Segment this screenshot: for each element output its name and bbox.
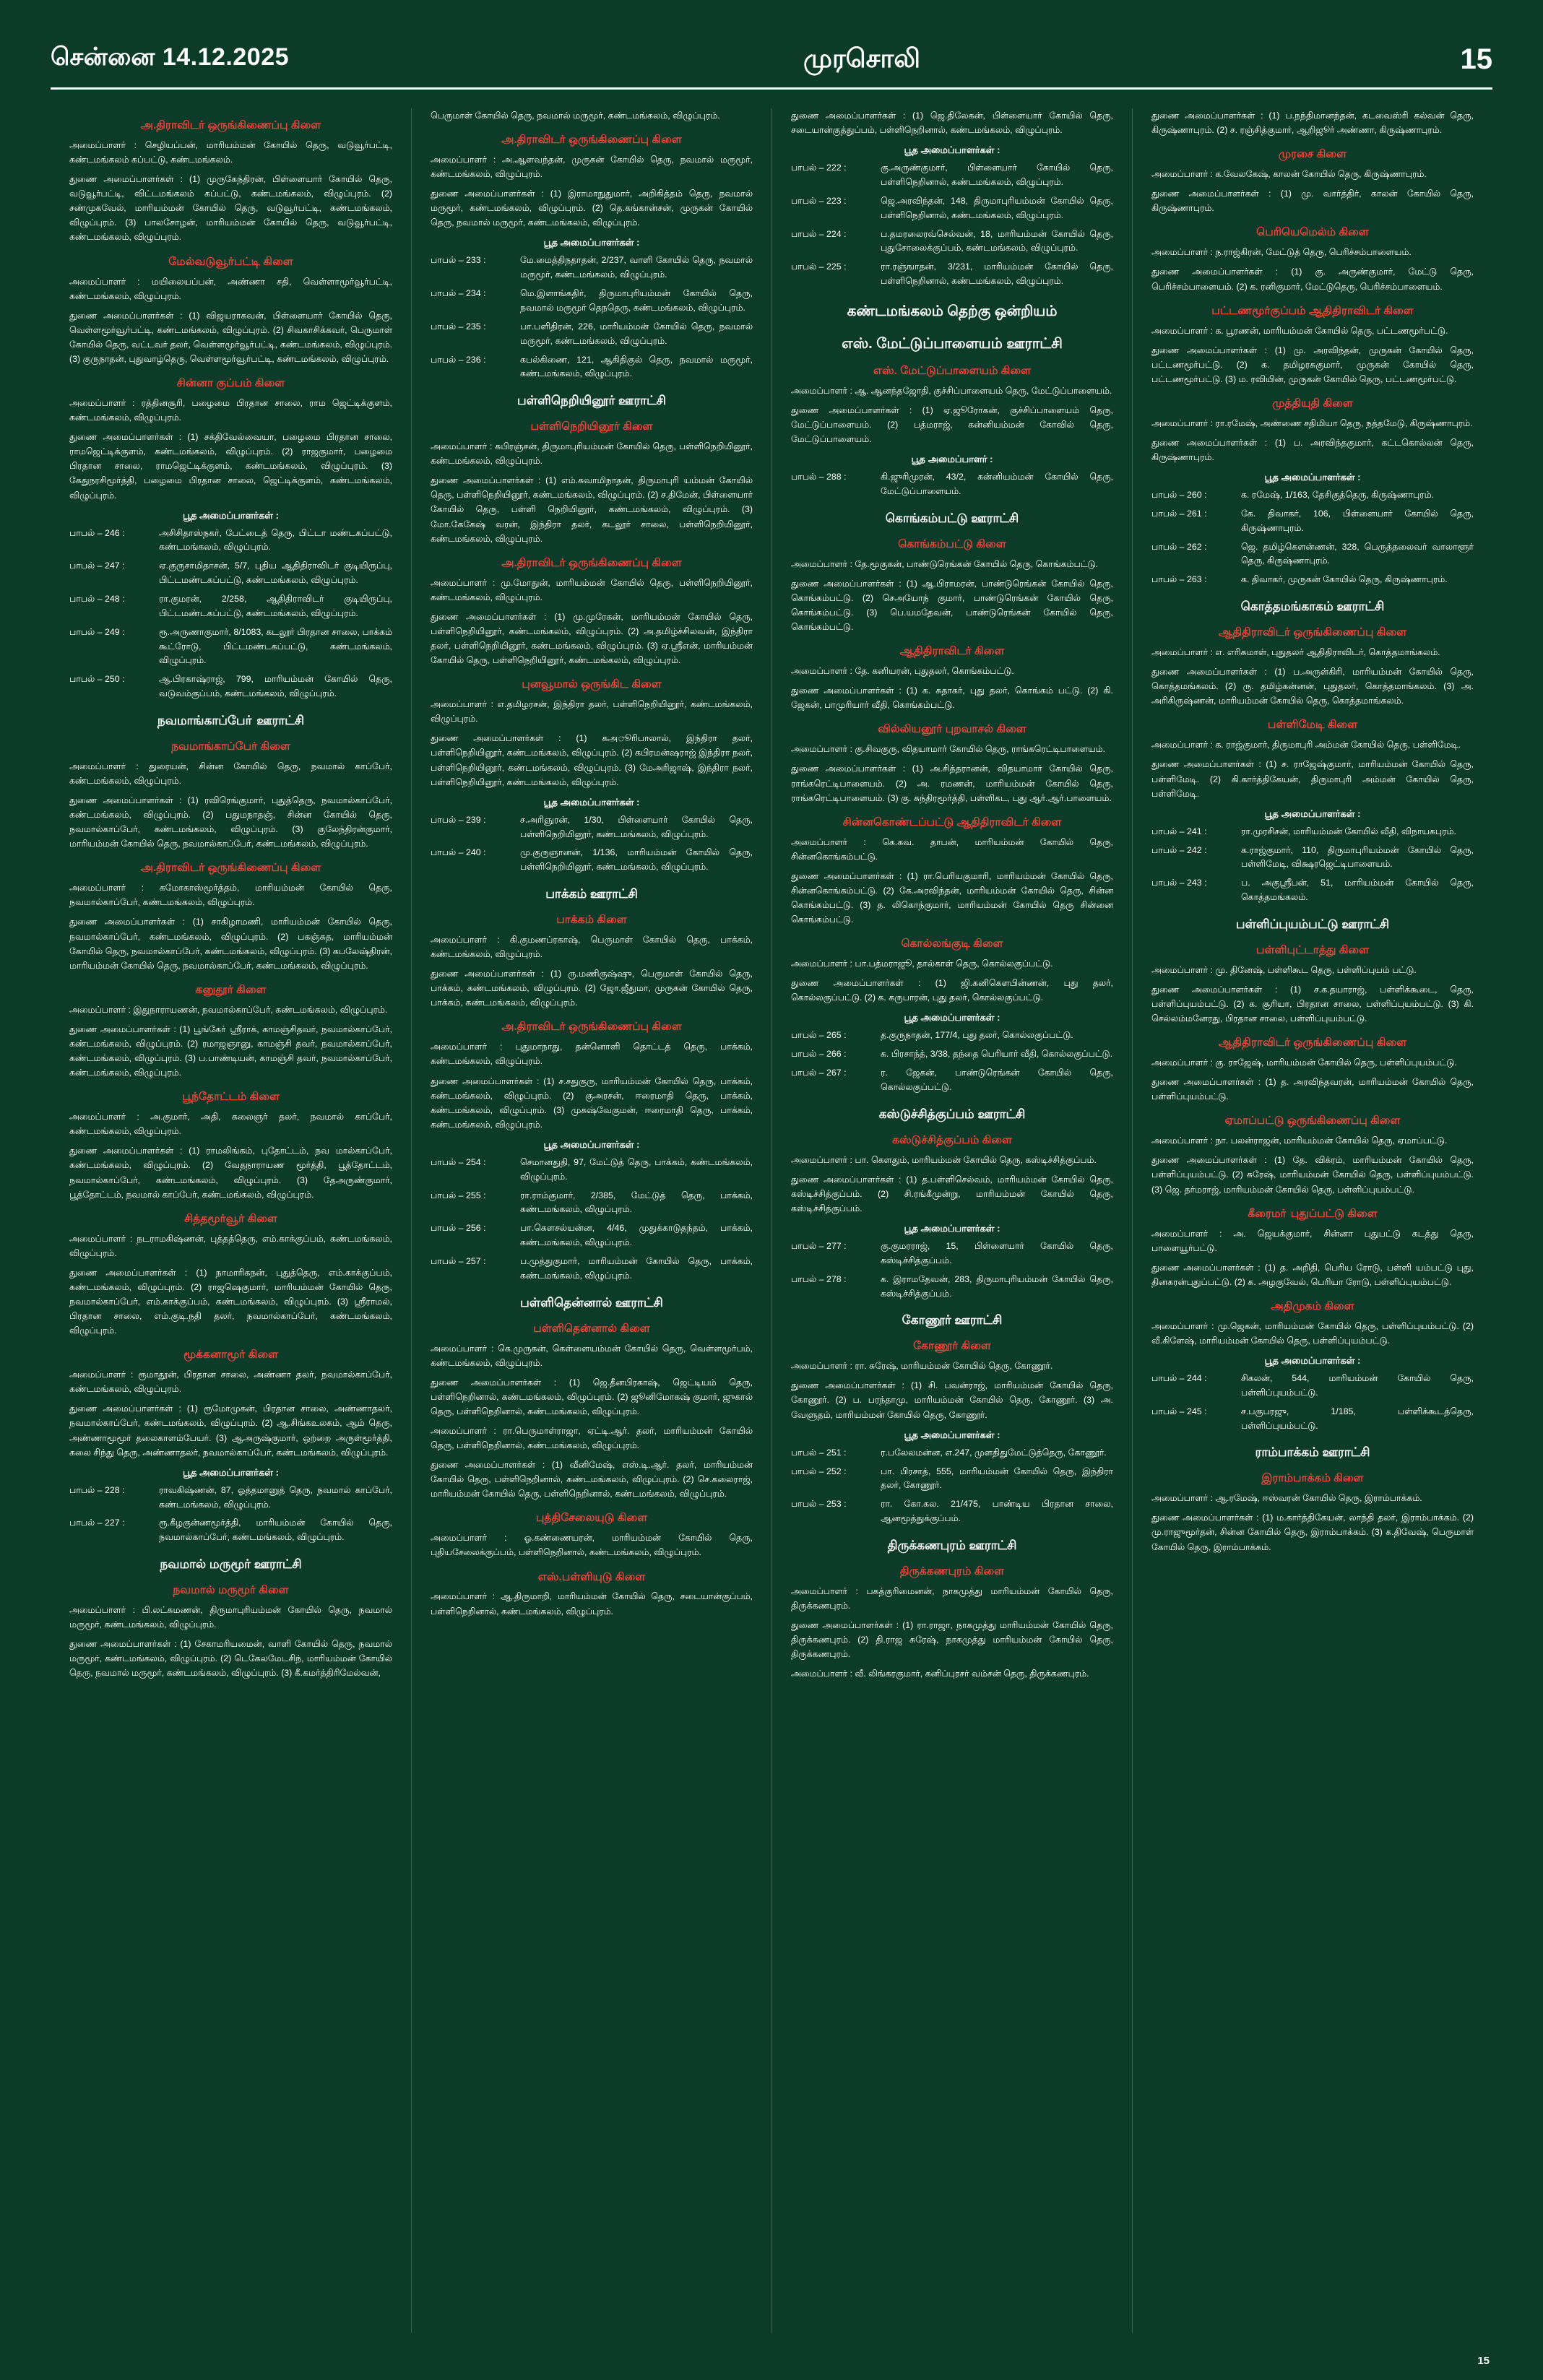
booth-address: பா. பிரசாத், 555, மாரியம்மன் கோயில் தெரு, இந்திரா தலர், கோணூர். [881,1466,1113,1491]
branch-heading: பட்டணமூர்குப்பம் ஆதிதிராவிடர் கிளை [1211,304,1414,317]
booth-list [791,470,1113,499]
organizer-paragraph: துணை அமைப்பாளர்கள் : (1) தே. விக்ரம், மாரியம்மன் கோயில் தெரு, பள்ளிப்புயம்பட்டு. (2) சுரேஷ், மாரியம்மன் கோயில் தெரு, பள்ளிப்புயம்பட்டு. (3) ஜெ. தர்மராஜ், மாரியம்மன் கோயில் தெரு, பள்ளிப்புயம்பட்டு. [1151,1155,1474,1195]
booth-address: ஏ.குருசாமிதாசன், 5/7, புதிய ஆதிதிராவிடர் குடியிருப்பு, பிட்டமண்டகப்பட்டு, கண்டமங்கலம், விழுப்புரம். [159,561,392,586]
organizer-paragraph: துணை அமைப்பாளர்கள் : (1) இராமாநுதுமார், அறிகித்தம் தெரு, நவமால் மருமூர், கண்டமங்கலம், விழுப்புரம். (2) தெ.கங்கான்சன், முருகன் கோயில் தெரு, நவமால் மருமூர், கண்டமங்கலம், விழுப்புரம். [431,189,753,228]
booth-number: பாபல் – 288 : [791,472,847,483]
organizer-paragraph: துணை அமைப்பாளர்கள் : (1) ச.சதுகுரு, மாரியம்மன் கோயில் தெரு, பாக்கம், கண்டமங்கலம், விழுப்புரம். (2) குஅரசன், ஈரைமாதி தெரு, பாக்கம், கண்டமங்கலம், விழுப்புரம். (3) முசுஷ்வேகுமன், ஈரைமாதி தெரு, பாக்கம், கண்டமங்கலம், விழுப்புரம். [431,1076,753,1130]
organizer-paragraph: துணை அமைப்பாளர்கள் : (1) ப.நந்திமானந்தன், கடவைஸ்ரி கல்வன் தெரு, கிருஷ்ணாபுரம். (2) ச. ரஞ்சித்குமார், ஆறிஜூர் அண்ணா, கிருஷ்ணாபுரம். [1151,111,1474,136]
organizer-paragraph: துணை அமைப்பாளர்கள் : (1) த. அறிதி, பெரிய ரோடு, பள்ளி யம்பட்டு புது, தினகரன்புதுப்பட்டு. (2) க. அழகுவேல், பெரியா ரோடு, பள்ளிப்புயம்பட்டு. [1151,1262,1474,1287]
organizer-paragraph: துணை அமைப்பாளர்கள் : (1) ரா.ராஜா, நாகமுத்து மாரியம்மன் கோயில் தெரு, திருக்கணபுரம். (2) தி.ராஜ சுரேஷ், நாகமுத்து மாரியம்மன் கோயில் தெரு, திருக்கணபுரம். [791,1619,1113,1660]
booth-row [69,1516,392,1545]
panchayat-heading: கோணூர் ஊராட்சி [902,1313,1003,1328]
organizer-paragraph: அமைப்பாளர் : பா.பத்மராஜூ, தால்காள் தெரு, கொல்லகுப்பட்டு. [791,959,1053,969]
organizer-paragraph: அமைப்பாளர் : ந.ராஜ்கிரன், மேட்டுத் தெரு, பெரிச்சம்பாளையம். [1151,247,1412,258]
booth-number: பாபல் – 252 : [791,1466,847,1476]
branch-heading: அ.திராவிடர் ஒருங்கிணைப்பு கிளை [501,556,682,569]
branch-heading: அ.திராவிடர் ஒருங்கிணைப்பு கிளை [140,119,321,131]
booth-number: பாபல் – 239 : [431,814,486,825]
booth-number: பாபல் – 224 : [791,228,847,239]
booth-row [791,1047,1113,1062]
branch-heading: முத்தியுதி கிளை [1272,397,1353,410]
branch-heading: ஏமாப்பட்டு ஒருங்கிணைப்பு கிளை [1224,1115,1401,1128]
booth-address: க. பிரசாந்த், 3/38, தந்தை பெரியார் வீதி, கொல்லகுப்பட்டு. [881,1049,1113,1060]
booth-organizers-label: பூத அமைப்பாளர்கள் : [1264,472,1361,483]
booth-row [1151,488,1474,503]
booth-address: ச.அரிஞுரன், 1/30, பிள்ளையார் கோயில் தெரு, பள்ளிநெறியினூர், கண்டமங்கலம், விழுப்புரம். [520,814,753,839]
organizer-paragraph: அமைப்பாளர் : ஆ.திருமாறி, மாரியம்மன் கோயில் தெரு, சடையான்குப்பம், பள்ளிநெறினால், கண்டமங்கலம், விழுப்புரம். [431,1591,753,1617]
branch-heading: அதிமுகம் கிளை [1271,1299,1354,1312]
booth-number: பாபல் – 243 : [1151,878,1207,888]
organizer-paragraph: துணை அமைப்பாளர்கள் : (1) சக்திவேல்வையா, பழைமை பிரதான சாலை, ராமஜெட்டிக்குளம், கண்டமங்கலம், விழுப்புரம். (2) ராஜகுமார், பழைமை பிரதான சாலை, ராமஜெட்டிக்குளம், கண்டமங்கலம், விழுப்புரம். (3) கேதுநரசிமூர்த்தி, பழைமை பிரதான சாலை, ஜெட்டிக்குளம், கண்டமங்கலம், விழுப்புரம். [69,432,392,501]
booth-row [431,254,753,282]
union-heading: கண்டமங்கலம் தெற்கு ஒன்றியம் [847,303,1058,319]
booth-address: ரூ.கீழகுன்ணமூர்த்தி, மாரியம்மன் கோயில் தெரு, நவமால்காப்பேர், கண்டமங்கலம், விழுப்புரம். [159,1518,392,1543]
booth-list [1151,1372,1474,1433]
footer-page-number: 15 [1477,2355,1490,2367]
panchayat-heading: பள்ளிப்புயம்பட்டு ஊராட்சி [1235,917,1390,931]
branch-heading: கோணூர் கிளை [913,1340,991,1353]
booth-row [791,1273,1113,1302]
organizer-paragraph: துணை அமைப்பாளர்கள் : (1) மு.முரேகன், மாரியம்மன் கோயில் தெரு, பள்ளிநெறியினூர், கண்டமங்கலம், விழுப்புரம். (2) அ.தமிழ்ச்சிலவன், இந்திரா தலர், பள்ளிநெறியினூர், கண்டமங்கலம், விழுப்புரம். (3) ஏ.ஸ்ரீஎன், மாரியம்மன் கோயில் தெரு, பள்ளிநெறியினூர், கண்டமங்கலம், விழுப்புரம். [431,611,753,666]
booth-number: பாபல் – 223 : [791,195,847,206]
booth-row [791,1465,1113,1494]
booth-number: பாபல் – 250 : [69,674,125,685]
text-column-4 [1132,108,1492,2333]
branch-heading: நவமால் மருமூர் கிளை [173,1584,289,1597]
organizer-paragraph: அமைப்பாளர் : கமோகாஸ்மூர்த்தம், மாரியம்மன் கோயில் தெரு, நவமால்காப்பேர், கண்டமங்கலம், விழுப்புரம். [69,883,392,908]
text-column-3 [772,108,1132,2333]
booth-number: பாபல் – 248 : [69,594,125,605]
booth-list [69,527,392,701]
branch-heading: மூக்கனாமூர் கிளை [183,1349,279,1362]
booth-number: பாபல் – 254 : [431,1156,486,1167]
booth-address: க.ராஜ்குமார், 110, திருமாபுரியம்மன் கோயில் தெரு, பள்ளிமேடி, விக்ஷரஜெட்டிபாளையம். [1241,844,1474,870]
booth-organizers-label: பூத அமைப்பாளர்கள் : [904,1429,1000,1440]
booth-number: பாபல் – 240 : [431,847,486,858]
organizer-paragraph: துணை அமைப்பாளர்கள் : (1) ஜெ.திலேகன், பிள்ளையார் கோயில் தெரு, சடையான்குத்துப்பம், பள்ளிநெறினால், கண்டமங்கலம், விழுப்புரம். [791,111,1113,136]
booth-number: பாபல் – 244 : [1151,1373,1207,1384]
booth-address: ஆ.பிரகாஷ்ராஜ், 799, மாரியம்மன் கோயில் தெரு, வடுவம்குப்பம், கண்டமங்கலம், விழுப்புரம். [159,674,392,699]
booth-row [791,1029,1113,1043]
branch-heading: எஸ். மேட்டுப்பாளையம் கிளை [873,364,1032,377]
panchayat-heading: பாக்கம் ஊராட்சி [545,887,638,901]
organizer-paragraph: துணை அமைப்பாளர்கள் : (1) மு. அரவிந்தன், முருகன் கோயில் தெரு, பட்டணமூர்பட்டு. (2) க. தமிழரசுகுமார், முருகன் கோயில் தெரு, பட்டணமூர்பட்டு. (3) ம. ரவியின், முருகன் கோயில் தெரு, பட்டணமூர்பட்டு. [1151,345,1474,384]
organizer-paragraph: அமைப்பாளர் : ஓ.கண்ணையரன், மாரியம்மன் கோயில் தெரு, புதியசேலைக்குப்பம், பள்ளிநெறினால், கண்டமங்கலம், விழுப்புரம். [431,1533,753,1558]
booth-organizers-label: பூத அமைப்பாளர் : [911,454,993,465]
branch-heading: சின்னகொண்டப்பட்டு ஆதிதிராவிடர் கிளை [842,815,1062,828]
booth-row [791,470,1113,499]
booth-number: பாபல் – 241 : [1151,826,1207,836]
branch-heading: அ.திராவிடர் ஒருங்கிணைப்பு கிளை [501,1021,682,1034]
booth-row [1151,844,1474,873]
booth-address: அசிசிதாஸ்நகர், பேட்டைத் தெரு, பிட்டா மண்டகப்பட்டு, கண்டமங்கலம், விழுப்புரம். [159,527,392,553]
organizer-paragraph: துணை அமைப்பாளர்கள் : (1) ச.க.தயாராஜ், பள்ளிக்கூடை, தெரு, பள்ளிப்புயம்பட்டு. (2) க. சூரியா, பிரதான சாலை, பள்ளிப்புயம்பட்டு. (3) கி. செல்லம்மனேரது, பிரதான சாலை, பள்ளிப்புயம்பட்டு. [1151,984,1474,1024]
panchayat-heading: நவமாங்காப்போ் ஊராட்சி [157,713,305,727]
booth-address: மே.மைத்திநதாதன், 2/237, வாளி கோயில் தெரு, நவமால் மருமூர், கண்டமங்கலம், விழுப்புரம். [520,255,753,280]
organizer-paragraph: அமைப்பாளர் : சுபிரஞ்சன், திருமாபுரியம்மன் கோயில் தெரு, பள்ளிநெறியினூர், கண்டமங்கலம், விழுப்புரம். [431,441,753,467]
panchayat-heading: நவமால் மருமூர் ஊராட்சி [160,1557,302,1572]
booth-number: பாபல் – 222 : [791,163,847,173]
organizer-paragraph: அமைப்பாளர் : ரா. சுரேஷ், மாரியம்மன் கோயில் தெரு, கோணூர். [791,1361,1053,1372]
booth-row [791,260,1113,289]
booth-address: கு.அருண்குமார், பிள்ளையார் கோயில் தெரு, பள்ளிநெறினால், கண்டமங்கலம், விழுப்புரம். [881,163,1113,188]
branch-heading: கீரைமா் புதுப்பட்டு கிளை [1248,1207,1378,1220]
booth-row [1151,507,1474,536]
organizer-paragraph: அமைப்பாளர் : செழியப்பன், மாரியம்மன் கோயில் தெரு, வடுவூர்பட்டி, கண்டமங்கலம் கப்பட்டு, கண்டமங்கலம். [69,139,392,165]
branch-heading: அ.திராவிடர் ஒருங்கிணைப்பு கிளை [140,862,321,875]
organizer-paragraph: துணை அமைப்பாளர்கள் : (1) கஅூரிபாலால், இந்திரா தலர், பள்ளிநெறியினூர், கண்டமங்கலம், விழுப்புரம். (2) கபிரமன்ஷராஜ் இந்திரா நலர், பள்ளிநெறியினூர், கண்டமங்கலம், விழுப்புரம். (3) மேஅரிஜாஷ், இந்திரா நலர், பள்ளிநெறியினூர், கண்டமங்கலம், விழுப்புரம். [431,733,753,787]
branch-heading: நவமாங்காப்பேர் கிளை [171,740,290,753]
booth-organizers-label: பூத அமைப்பாளர்கள் : [904,1012,1000,1024]
organizer-paragraph: அமைப்பாளர் : பகத்குரிமைனன், நாகமுத்து மாரியம்மன் கோயில் தெரு, திருக்கணபுரம். [791,1585,1113,1611]
booth-row [791,1497,1113,1526]
booth-address: ரூ.அருணாகுமார், 8/1083, கடலூர் பிரதான சாலை, பாக்கம் கூட்ரோடு, பிட்டமண்டகப்பட்டு, கண்டமங்கலம், விழுப்புரம். [159,626,392,666]
booth-list [791,1239,1113,1301]
organizer-paragraph: துணை அமைப்பாளர்கள் : (1) ரவிரெங்குமார், புதுத்தெரு, நவமால்காப்பேர், கண்டமங்கலம், விழுப்புரம். (2) பதுமநாதஞ், சின்ன கோயில் தெரு, நவமால்காப்பேர், கண்டமங்கலம், விழுப்புரம். (3) குலேந்திரன்குமார், மாரியம்மன் கோயில் தெரு, நவமால்காப்பேர், கண்டமங்கலம், விழுப்புரம். [69,795,392,849]
booth-address: ஜெ. தமிழ்கௌன்ணன், 328, பெருத்தலைவர் வாலாளூர் தெரு, கிருஷ்ணாபுரம். [1241,541,1474,566]
booth-row [431,1189,753,1218]
booth-number: பாபல் – 261 : [1151,508,1207,519]
booth-address: பா.கௌசல்யன்ன, 4/46, முதுக்காடுதந்தம், பாக்கம், கண்டமங்கலம், விழுப்புரம். [520,1223,753,1248]
branch-heading: ஆதிதிராவிடர் கிளை [899,645,1005,658]
organizer-paragraph: அமைப்பாளர் : பா. கௌதும், மாரியம்மன் கோயில் தெரு, கஸ்டிச்சித்குப்பம். [791,1154,1097,1165]
booth-row [791,194,1113,223]
organizer-paragraph: அமைப்பாளர் : ரா.ரமேஷ், அண்ணை சதிமியா தெரு, நத்தமேடு, கிருஷ்ணாபுரம். [1151,417,1473,428]
organizer-paragraph: துணை அமைப்பாளர்கள் : (1) த.பள்ளிசெல்வம், மாரியம்மன் கோயில் தெரு, கஸ்டிச்சித்குப்பம். (2) சி.ரங்கீமுன்று, மாரியம்மன் கோயில் தெரு, கஸ்டிச்சித்குப்பம். [791,1174,1113,1213]
booth-number: பாபல் – 263 : [1151,574,1207,585]
organizer-paragraph: அமைப்பாளர் : க. ராஜ்குமார், திருமாபுரி அம்மன் கோயில் தெரு, பள்ளிமேடி. [1151,740,1461,750]
organizer-paragraph: துணை அமைப்பாளர்கள் : (1) எம்.சுவாமிநாதன், திருமாபுரி யம்மன் கோயில் தெரு, பள்ளிநெறியினூர், கண்டமங்கலம், விழுப்புரம். (2) ச.திமேன், பிள்ளையார் கோயில் தெரு, பள்ளி நெறியினூர், கண்டமங்கலம், விழுப்புரம். (3) மோ.கேகேஷ் வரன், இந்திரா தலர், கடலூர் சாலை, பள்ளிநெறியினூர், கண்டமங்கலம், விழுப்புரம். [431,475,753,544]
branch-heading: புத்திசேலையுடு கிளை [535,1512,648,1525]
booth-row [69,672,392,701]
booth-list [791,161,1113,289]
masthead-date: சென்னை 14.12.2025 [51,43,290,71]
booth-row [1151,1405,1474,1434]
organizer-paragraph: துணை அமைப்பாளர்கள் : (1) ச. ராஜேஷ்குமார், மாரியம்மன் கோயில் தெரு, பள்ளிமேடி. (2) கி.கார்த்திகேயன், திருமாபுரி அம்மன் கோயில் தெரு, பள்ளிமேடி. [1151,759,1474,799]
booth-list [69,1484,392,1545]
organizer-paragraph: அமைப்பாளர் : ரா.பெருமாள்ராஜா, ஏட்டி.ஆர். தலர், மாரியம்மன் கோயில் தெரு, பள்ளிநெறினால், கண்டமங்கலம், விழுப்புரம். [431,1425,753,1451]
booth-number: பாபல் – 255 : [431,1190,486,1200]
booth-row [791,1239,1113,1268]
organizer-paragraph: அமைப்பாளர் : இதுநாராயணன், நவமால்காப்பேர், கண்டமங்கலம், விழுப்புரம். [69,1004,388,1015]
booth-row [69,1484,392,1513]
branch-heading: பாக்கம் கிளை [556,914,627,927]
masthead-title: முரசொலி [803,43,921,73]
booth-address: கே. திவாகர், 106, பிள்ளையார் கோயில் தெரு, கிருஷ்ணாபுரம். [1241,508,1474,533]
organizer-paragraph: அமைப்பாளர் : வீ. லிங்கரகுமார், கனிப்புரசர் வம்சன் தெரு, திருக்கணபுரம். [791,1669,1089,1679]
booth-address: ரா.ரஞ்ஙாதன், 3/231, மாரியம்மன் கோயில் தெரு, பள்ளிநெறினால், கண்டமங்கலம், விழுப்புரம். [881,261,1113,287]
panchayat-heading: திருக்கணபுரம் ஊராட்சி [887,1538,1017,1552]
organizer-paragraph: அமைப்பாளர் : கு.சிவகுரு, விதயாமார் கோயில் தெரு, ராங்கரெட்டிபாளையம். [791,744,1106,755]
organizer-paragraph: துணை அமைப்பாளர்கள் : (1) நாமாரிகநன், புதுத்தெரு, எம்.காக்குப்பம், கண்டமங்கலம், விழுப்புரம். (2) ராஜஷெகுமார், மாரியம்மன் கோயில் தெரு, நவமால்காப்பேர், எம்.காக்குப்பம், கண்டமங்கலம், விழுப்புரம். (3) ஸ்ரீராமல், பிரதான சாலை, எம்.குடி.நதி தலர், நவமால்காப்பேர், கண்டமங்கலம், விழுப்புரம். [69,1267,392,1336]
booth-list [1151,488,1474,587]
booth-row [791,1066,1113,1095]
organizer-paragraph: துணை அமைப்பாளர்கள் : (1) ஜி.கனிகௌபின்ணன், புது தலர், கொல்லகுப்பட்டு. (2) க. கருபாரன், புது தலர், கொல்லகுப்பட்டு. [791,978,1113,1003]
organizer-paragraph: அமைப்பாளர் : அ.ஆளவந்தன், முருகன் கோயில் தெரு, நவமால் மருமூர், கண்டமங்கலம், விழுப்புரம். [431,155,753,180]
booth-row [791,228,1113,256]
text-column-1 [51,108,411,2333]
booth-address: சிகலன், 544, மாரியம்மன் கோயில் தெரு, பள்ளிப்புயம்பட்டு. [1241,1373,1474,1398]
organizer-paragraph: துணை அமைப்பாளர்கள் : (1) மு. வார்த்திர், காலன் கோயில் தெரு, கிருஷ்ணாபுரம். [1151,189,1474,214]
panchayat-heading: ராம்பாக்கம் ஊராட்சி [1255,1445,1370,1460]
organizer-paragraph: துணை அமைப்பாளர்கள் : (1) ஏ.ஜூரோகன், குச்சிப்பாளையம் தெரு, மேட்டுப்பாளையம். (2) பத்மராஜ், கன்னியம்மன் கோவில் தெரு, மேட்டுப்பாளையம். [791,404,1113,445]
branch-heading: சித்தமூர்வூர் கிளை [184,1212,277,1225]
booth-row [431,320,753,349]
booth-address: கு.குமரராஜ், 15, பிள்ளையார் கோயில் தெரு, கஸ்டிச்சித்குப்பம். [881,1241,1113,1265]
article-columns [51,108,1492,2333]
booth-organizers-label: பூத அமைப்பாளர்கள் : [183,1466,279,1478]
organizer-paragraph: அமைப்பாளர் : மயிலையப்பன், அண்ணா சதி, வெள்ளாமூர்வூர்பட்டி, கண்டமங்கலம், விழுப்புரம். [69,276,392,301]
branch-heading: சின்னா குப்பம் கிளை [176,377,285,390]
booth-row [431,287,753,316]
booth-address: ரா. கோ.கல. 21/475, பாண்டிய பிரதான சாலை, ஆனமூத்துக்குப்பம். [881,1499,1113,1524]
branch-heading: கொங்கம்பட்டு கிளை [898,537,1006,550]
organizer-paragraph: துணை அமைப்பாளர்கள் : (1) முருகேந்திரன், பிள்ளையார் கோயில் தெரு, வடுவூர்பட்டி, விட்டமங்கலம் கப்பட்டு, கண்டமங்கலம், விழுப்புரம். (2) சண்முகவேல், மாரியம்மன் கோயில் தெரு, வடுவூர்பட்டி, கண்டமங்கலம், விழுப்புரம். (3) பாலசோழன், மாரியம்மன் கோயில் தெரு, வடுவூர்பட்டி, கண்டமங்கலம், விழுப்புரம். [69,174,392,243]
organizer-paragraph: அமைப்பாளர் : ஆ. ஆனந்தஜோதி, குச்சிப்பாளையம் தெரு, மேட்டுப்பாளையம். [791,385,1112,396]
booth-row [431,813,753,842]
organizer-paragraph: அமைப்பாளர் : பி.லட்சுமணன், திருமாபுரியம்மன் கோயில் தெரு, நவமால் மருமூர், கண்டமங்கலம், விழுப்புரம். [69,1605,392,1630]
booth-organizers-label: பூத அமைப்பாளர்கள் : [543,237,640,248]
booth-number: பாபல் – 246 : [69,527,125,538]
booth-address: ரா.ராம்குமார், 2/385, மேட்டுத் தெரு, பாக்கம், கண்டமங்கலம், விழுப்புரம். [520,1190,753,1215]
organizer-paragraph: துணை அமைப்பாளர்கள் : (1) ராமலிங்கம், புதோட்டம், நவ மால்காப்பேர், கண்டமங்கலம், விழுப்புரம். (2) வேதநாராயண மூர்த்தி, பூத்தோட்டம், நவமால்காப்பேர், கண்டமங்கலம், விழுப்புரம். (3) தேஅருண்குமார், பூத்தோட்டம், நவமால் காப்பேர், கண்டமங்கலம், விழுப்புரம். [69,1146,392,1200]
booth-row [1151,825,1474,839]
booth-organizers-label: பூத அமைப்பாளர்கள் : [1264,1355,1361,1367]
branch-heading: பெரியெமெல்ம் கிளை [1256,226,1369,239]
organizer-paragraph: துணை அமைப்பாளர்கள் : (1) ஜெ.தீனபிரகாஷ், ஜெட்டியம் தெரு, பள்ளிநெறினால், கண்டமங்கலம், விழுப்புரம். (2) ஜூனிமோகஷ் குமார், ஜுகால் தெரு, பள்ளிநெறினால், கண்டமங்கலம், விழுப்புரம். [431,1377,753,1416]
panchayat-heading: கொங்கம்பட்டு ஊராட்சி [885,511,1019,525]
organizer-paragraph: அமைப்பாளர் : தே. கனியரன், புதுதலர், கொங்கம்பட்டு. [791,666,1014,677]
booth-address: ர.பலேலமன்ன, எ.247, முளதிதுமேட்டுத்தெரு, கோணூர். [881,1447,1107,1458]
organizer-paragraph: அமைப்பாளர் : க.வேலகேஷ், காலன் கோயில் தெரு, கிருஷ்ணாபுரம். [1151,169,1427,180]
booth-address: ச.பகுபரஜு, 1/185, பள்ளிக்கூடத்தெரு, பள்ளிப்புயம்பட்டு. [1241,1406,1474,1431]
branch-heading: பள்ளிமேடி கிளை [1267,719,1358,732]
booth-number: பாபல் – 257 : [431,1255,486,1266]
booth-row [1151,876,1474,905]
booth-address: செமானதுதி, 97, மேட்டுத் தெரு, பாக்கம், கண்டமங்கலம், விழுப்புரம். [520,1156,753,1182]
organizer-paragraph: துணை அமைப்பாளர்கள் : (1) சேகாமரியமைன், வாளி கோயில் தெரு, நவமால் மருமூர், கண்டமங்கலம், விழுப்புரம். (2) டெகேலமேடசிந், மாரியம்மன் கோயில் தெரு, நவமால் மருமூர், கண்டமங்கலம், விழுப்புரம். (3) கீ.கமர்த்திரிமேல்வன், [69,1639,392,1679]
branch-heading: புனவூமால் ஒருங்கிட கிளை [522,678,662,691]
branch-heading: திருக்கணபுரம் கிளை [899,1565,1005,1578]
booth-address: த.குருநாதன், 177/4, புது தலர், கொல்லகுப்பட்டு. [881,1030,1073,1041]
organizer-paragraph: அமைப்பாளர் : கெ.முருகன், கெள்ளையம்மன் கோயில் தெரு, வெள்ளமூர்பம், கண்டமங்கலம், விழுப்புரம். [431,1343,753,1368]
branch-heading: ஆதிதிராவிடர் ஒருங்கிணைப்பு கிளை [1218,626,1407,639]
organizer-paragraph: துணை அமைப்பாளர்கள் : (1) சாகிழாமணி, மாரியம்மன் கோயில் தெரு, நவமால்காப்பேர், கண்டமங்கலம், விழுப்புரம். (2) பகஞ்சுத, மாரியம்மன் கோயில் தெரு, நவமால்காப்பேர், கண்டமங்கலம், விழுப்புரம். (3) கபலேஷ்திரன், மாரியம்மன் கோயில் தெரு, நவமால்காப்பேர், கண்டமங்கலம், விழுப்புரம். [69,917,392,971]
booth-number: பாபல் – 242 : [1151,844,1207,855]
organizer-paragraph: அமைப்பாளர் : நடராமகிஷ்ணன், புத்தத்தெரு, எம்.காக்குப்பம், கண்டமங்கலம், விழுப்புரம். [69,1233,392,1258]
booth-row [791,161,1113,190]
organizer-paragraph: அமைப்பாளர் : க. பூரணன், மாரியம்மன் கோயில் தெரு, பட்டணமூர்பட்டு. [1151,325,1448,336]
organizer-paragraph: அமைப்பாளர் : மு.மோதுன், மாரியம்மன் கோயில் தெரு, பள்ளிநெறியினூர், கண்டமங்கலம், விழுப்புரம். [431,577,753,602]
booth-number: பாபல் – 251 : [791,1447,847,1458]
text-column-2 [411,108,772,2333]
organizer-paragraph: அமைப்பாளர் : கெ.கவ. தாபன், மாரியம்மன் கோயில் தெரு, சின்னகொங்கம்பட்டு. [791,836,1113,862]
booth-row [69,559,392,588]
organizer-paragraph: துணை அமைப்பாளர்கள் : (1) அ.சித்தரானன், விதயாமார் கோயில் தெரு, ராங்கரெட்டிபாளையம். (2) அ. ரமணன், மாரியம்மன் கோயில் தெரு, ராங்கரெட்டிபாளையம். (3) கு. சுந்திரமூர்த்தி, பள்ளிகட, புது ஆர்.ஆர்.பாளையம். [791,763,1113,803]
organizer-paragraph: அமைப்பாளர் : மு.ஜெகன், மாரியம்மன் கோயில் தெரு, பள்ளிப்புயம்பட்டு. (2) வீ.கிளேஷ், மாரியம்மன் கோயில் தெரு, பள்ளிப்புயம்பட்டு. [1151,1320,1474,1346]
branch-heading: கொல்லங்குடி கிளை [901,938,1003,951]
booth-organizers-label: பூத அமைப்பாளர்கள் : [904,144,1000,156]
branch-heading: வில்லியனூர் புறவாசல் கிளை [878,723,1026,736]
booth-row [431,1156,753,1185]
organizer-paragraph: அமைப்பாளர் : நா. பலன்ராஜன், மாரியம்மன் கோயில் தெரு, ஏமாப்பட்டு. [1151,1135,1448,1146]
branch-heading: எஸ்.பள்ளியுடு கிளை [537,1570,646,1583]
organizer-paragraph: துணை அமைப்பாளர்கள் : (1) பூங்கோ் ஸ்ரீராக், காமஞ்சிதவர், நவமால்காப்பேர், கண்டமங்கலம், விழுப்புரம். (2) ரமாஜஞானு, காமஞ்சி தவர், நவமால்காப்பேர், கண்டமங்கலம், விழுப்புரம். (3) ப.பாண்டியன், காமஞ்சி தவர், நவமால்காப்பேர், கண்டமங்கலம், விழுப்புரம். [69,1024,392,1078]
organizer-paragraph: துணை அமைப்பாளர்கள் : (1) சி. பவன்ராஜ், மாரியம்மன் கோயில் தெரு, கோணூர். (2) ப. பரந்தாமு, மாரியம்மன் கோயில் தெரு, கோணூர். (3) அ. வேளுதம், மாரியம்மன் கோயில் தெரு, கோணூர். [791,1380,1113,1420]
booth-address: ப.முத்துகுமார், மாரியம்மன் கோயில் தெரு, பாக்கம், கண்டமங்கலம், விழுப்புரம். [520,1255,753,1281]
organizer-paragraph: அமைப்பாளர் : எ. எரிசுமாள், புதுதலர் ஆதிதிராவிடர், கொத்தமாங்கலம். [1151,647,1440,658]
branch-heading: இராம்பாக்கம் கிளை [1261,1472,1364,1485]
organizer-paragraph: அமைப்பாளர் : தே.மூகுகன், பாண்டுரெங்கன் கோயில் தெரு, கொங்கம்பட்டு. [791,558,1099,569]
organizer-paragraph: அமைப்பாளர் : துரையன், சின்ன கோயில் தெரு, நவமால் காப்பேர், கண்டமங்கலம், விழுப்புரம். [69,761,392,786]
union-heading: எஸ். மேட்டுப்பாளையம் ஊராட்சி [842,335,1063,352]
booth-address: ரா.குமரன், 2/258, ஆதிதிராவிடர் குடியிருப்பு, பிட்டமண்டகப்பட்டு, கண்டமங்கலம், விழுப்புரம். [159,594,392,618]
organizer-paragraph: துணை அமைப்பாளர்கள் : (1) ப. அரவிந்தகுமார், கட்டகொல்லன் தெரு, கிருஷ்ணாபுரம். [1151,437,1474,462]
organizer-paragraph: அமைப்பாளர் : எ.தமிழரசன், இந்திரா தலர், பள்ளிநெறியினூர், கண்டமங்கலம், விழுப்புரம். [431,699,753,724]
booth-number: பாபல் – 249 : [69,626,125,637]
booth-address: ராவகிஷ்ணன், 87, ஓத்தமானுத் தெரு, நவமால் காப்பேர், கண்டமங்கலம், விழுப்புரம். [159,1484,392,1510]
booth-list [431,254,753,381]
organizer-paragraph: அமைப்பாளர் : புதுமாநாது, தன்னொளி தொட்டத் தெரு, பாக்கம், கண்டமங்கலம், விழுப்புரம். [431,1042,753,1067]
booth-number: பாபல் – 256 : [431,1223,486,1234]
organizer-paragraph: துணை அமைப்பாளர்கள் : (1) வீனிமேஷ், எஸ்.டி.ஆர். தலர், மாரியம்மன் கோயில் தெரு, பள்ளிநெறினால், கண்டமங்கலம், விழுப்புரம். (2) செ.கலைராஜ், மாரியம்மன் கோயில் தெரு, பள்ளிநெறினால், கண்டமங்கலம், விழுப்புரம். [431,1460,753,1500]
booth-address: மெ.இளாங்கதிர், திருமாபுரியம்மன் கோயில் தெரு, நவமால் மருமூர் தெநதெரு, கண்டமங்கலம், விழுப்புரம். [520,288,753,313]
booth-number: பாபல் – 260 : [1151,490,1207,501]
booth-number: பாபல் – 233 : [431,255,486,266]
booth-number: பாபல் – 228 : [69,1484,125,1495]
organizer-paragraph: துணை அமைப்பாளர்கள் : (1) விஜயராகவன், பிள்ளையார் கோயில் தெரு, வெள்ளமூர்வூர்பட்டி, கண்டமங்கலம், விழுப்புரம். (2) சிவகாசிக்கவர், பெருமாள் கோயில் தெரு, வட்டவர் தலர், வெள்ளமூர்வூர்பட்டி, கண்டமங்கலம், விழுப்புரம். (3) குருநாதன், புதுவாழ்தெரு, வெள்ளமூர்வூர்பட்டி, கண்டமங்கலம், விழுப்புரம். [69,310,392,364]
organizer-paragraph: அமைப்பாளர் : மு. தினேஷ், பள்ளிகூட தெரு, பள்ளிப்புயம் பட்டு. [1151,964,1417,975]
booth-number: பாபல் – 247 : [69,561,125,571]
booth-row [431,353,753,382]
booth-list [431,1156,753,1284]
booth-address: மு.குருஞானன், 1/136, மாரியம்மன் கோயில் தெரு, பள்ளிநெறியினூர், கண்டமங்கலம், விழுப்புரம். [520,847,753,873]
booth-number: பாபல் – 234 : [431,288,486,299]
booth-number: பாபல் – 266 : [791,1049,847,1060]
organizer-paragraph: அமைப்பாளர் : அ.குமார், அதி, கலைஞர் தலர், நவமால் காப்பேர், கண்டமங்கலம், விழுப்புரம். [69,1112,392,1137]
booth-address: ரா.முரசிசன், மாரியம்மன் கோயில் வீதி, விநாயகபுரம். [1241,826,1456,836]
booth-number: பாபல் – 225 : [791,261,847,272]
booth-number: பாபல் – 235 : [431,321,486,332]
booth-number: பாபல் – 236 : [431,354,486,365]
booth-row [431,1221,753,1250]
booth-address: பா.பளிதிரன், 226, மாரியம்மன் கோயில் தெரு, நவமால் மருமூர், கண்டமங்கலம், விழுப்புரம். [520,321,753,346]
booth-number: பாபல் – 265 : [791,1030,847,1041]
booth-address: ப. அகுஸ்ரீபன், 51, மாரியம்மன் கோயில் தெரு, கொத்தமங்கலம். [1241,878,1474,903]
masthead [51,43,1492,90]
organizer-paragraph: துணை அமைப்பாளர்கள் : (1) ம.கார்த்திகேயன், லாந்தி தலர், இராம்பாக்கம். (2) மு.ராஜுமூர்தன், சின்ன கோயில் தெரு, இராம்பாக்கம். (3) க.திவேஷ், பெருமாள் கோயில் தெரு, இராம்பாக்கம். [1151,1513,1474,1552]
booth-row [69,626,392,669]
organizer-paragraph: துணை அமைப்பாளர்கள் : (1) க. சுதாகர், புது தலர், கொங்கம் பட்டு. (2) கி. ஜேகன், பாமுரியார் வீதி, கொங்கம்பட்டு. [791,685,1113,711]
panchayat-heading: கஸ்டுச்சித்குப்பம் ஊராட்சி [878,1107,1026,1121]
booth-organizers-label: பூத அமைப்பாளர்கள் : [183,509,279,521]
booth-row [69,527,392,555]
organizer-paragraph: துணை அமைப்பாளர்கள் : (1) ரா.பெரியகுமாரி, மாரியம்மன் கோயில் தெரு, சின்னகொங்கம்பட்டு. (2) கே.அரவிந்தன், மாரியம்மன் கோயில் தெரு, சின்ன கொங்கம்பட்டு. (3) த. லிகொந்குமார், மாரியம்மன் கோயில் தெரு சின்னை கொங்கம்பட்டு. [791,870,1113,925]
organizer-paragraph: துணை அமைப்பாளர்கள் : (1) ஆ.பிராமரன், பாண்டுரெங்கன் கோயில் தெரு, கொங்கம்பட்டு. (2) செஅயோந் குமார், பாண்டுரெங்கன் கோயில் தெரு, கொங்கம்பட்டு. (3) பெ.யமதேவன், பாண்டுரெங்கன் கோயில் தெரு, கொங்கம்பட்டு. [791,578,1113,633]
organizer-paragraph: துணை அமைப்பாளர்கள் : (1) கு. அருண்குமார், மேட்டு தெரு, பெரிச்சம்பாளையம். (2) க. ரனிகுமார், மேட்டுதெரு, பெரிச்சம்பாளையம். [1151,267,1474,292]
panchayat-heading: பள்ளிதென்னால் ஊராட்சி [520,1295,663,1310]
branch-heading: பள்ளிதென்னால் கிளை [533,1322,650,1335]
branch-heading: பள்ளிபுட்டாத்து கிளை [1255,943,1370,956]
branch-heading: முரசை கிளை [1278,148,1347,161]
booth-address: க. இராமதேவன், 283, திருமாபுரியம்மன் கோயில் தெரு, கஸ்டிச்சித்குப்பம். [881,1273,1113,1299]
branch-heading: கஸ்டுச்சித்குப்பம் கிளை [891,1133,1013,1146]
booth-list [791,1029,1113,1094]
masthead-page-number: 15 [1460,43,1492,75]
booth-list [1151,825,1474,905]
booth-row [431,846,753,875]
branch-heading: பூந்தோட்டம் கிளை [181,1091,280,1104]
organizer-paragraph: பெருமாள் கோயில் தெரு, நவமால் மருமூர், கண்டமங்கலம், விழுப்புரம். [431,111,720,121]
branch-heading: கனுதூர் கிளை [195,983,267,996]
panchayat-heading: கொத்தமங்காகம் ஊராட்சி [1240,600,1385,614]
branch-heading: அ.திராவிடர் ஒருங்கிணைப்பு கிளை [501,134,682,147]
booth-address: க. ரமேஷ், 1/163, தேசிகுத்தெரு, கிருஷ்ணாபுரம். [1241,490,1435,501]
booth-number: பாபல் – 262 : [1151,541,1207,552]
booth-row [431,1255,753,1284]
booth-row [1151,1372,1474,1401]
organizer-paragraph: அமைப்பாளர் : ரூமாதூன், பிரதான சாலை, அண்ணா தலர், நவமால்காப்பேர், கண்டமங்கலம், விழுப்புரம். [69,1369,392,1395]
organizer-paragraph: அமைப்பாளர் : ரத்தினசூரி, பழைமை பிரதான சாலை, ராம ஜெட்டிக்குளம், கண்டமங்கலம், விழுப்புரம். [69,397,392,423]
booth-address: க. திவாகர், முருகன் கோயில் தெரு, கிருஷ்ணாபுரம். [1241,574,1448,585]
booth-row [1151,540,1474,569]
booth-number: பாபல் – 245 : [1151,1406,1207,1416]
booth-number: பாபல் – 253 : [791,1499,847,1510]
booth-organizers-label: பூத அமைப்பாளர்கள் : [543,1138,640,1150]
booth-number: பாபல் – 267 : [791,1068,847,1078]
organizer-paragraph: துணை அமைப்பாளர்கள் : (1) ரு.மணிகுஷ்ஷு, பெருமாள் கோயில் தெரு, பாக்கம், கண்டமங்கலம், விழுப்புரம். (2) ஜோ.ஜீதுமா, முருகன் கோயில் தெரு, பாக்கம், கண்டமங்கலம், விழுப்புரம். [431,969,753,1008]
organizer-paragraph: துணை அமைப்பாளர்கள் : (1) ப.அருள்கிரி, மாரியம்மன் கோயில் தெரு, கொத்தமங்கலம். (2) ரு. தமிழ்கன்னன், புதுதலர், கொத்தமாங்கலம். (3) அ. அரிகிருஷ்ணன், மாரியம்மன் கோயில் தெரு, கொத்தமாங்கலம். [1151,667,1474,706]
organizer-paragraph: அமைப்பாளர் : ஆ.ரமேஷ், ஈஸ்வரன் கோயில் தெரு, இராம்பாக்கம். [1151,1493,1422,1504]
booth-list [431,813,753,875]
booth-organizers-label: பூத அமைப்பாளர்கள் : [543,796,640,808]
booth-organizers-label: பூத அமைப்பாளர்கள் : [1264,808,1361,819]
branch-heading: ஆதிதிராவிடர் ஒருங்கிணைப்பு கிளை [1218,1037,1407,1050]
booth-row [791,1446,1113,1461]
panchayat-heading: பள்ளிநெறியினூர் ஊராட்சி [517,394,666,408]
booth-number: பாபல் – 277 : [791,1241,847,1252]
booth-address: கி.ஜுரிமுரன், 43/2, கன்னியம்மன் கோயில் தெரு, மேட்டுப்பாளையம். [881,472,1113,497]
booth-address: ஜெ.அரவிந்தன், 148, திருமாபுரியம்மன் கோயில் தெரு, பள்ளிநெறினால், கண்டமங்கலம், விழுப்புரம். [881,195,1113,220]
branch-heading: பள்ளிநெறியினூர் கிளை [530,420,653,433]
branch-heading: மேல்வடுவூர்பட்டி கிளை [168,255,293,268]
organizer-paragraph: அமைப்பாளர் : கு. ராஜேஷ், மாரியம்மன் கோயில் தெரு, பள்ளிப்புயம்பட்டு. [1151,1057,1457,1068]
booth-number: பாபல் – 278 : [791,1273,847,1284]
booth-row [1151,573,1474,587]
organizer-paragraph: துணை அமைப்பாளர்கள் : (1) த. அரவிந்தவரன், மாரியம்மன் கோயில் தெரு, பள்ளிப்புயம்பட்டு. [1151,1077,1474,1102]
booth-address: கபல்கிணை, 121, ஆகிதிகுல் தெரு, நவமால் மருமூர், கண்டமங்கலம், விழுப்புரம். [520,354,753,379]
booth-row [69,592,392,621]
booth-number: பாபல் – 227 : [69,1518,125,1528]
organizer-paragraph: துணை அமைப்பாளர்கள் : (1) ரூமோமுகன், பிரதான சாலை, அண்ணாதலர், நவமால்காப்பேர், கண்டமங்கலம், விழுப்புரம். (2) ஆ.சிங்கஉலகம், ஆம் தெரு, அண்ணாமூமூர் தலைகாளம்பேயர். (3) ஆஅருஷ்குமார், ஒற்றை அருள்மூர்த்தி, கலை சிந்து தெரு, அண்ணாதலர், நவமால்காப்பேர், கண்டமங்கலம், விழுப்புரம். [69,1403,392,1458]
organizer-paragraph: அமைப்பாளர் : கி.குமணப்ரகாஷ், பெருமாள் கோயில் தெரு, பாக்கம், கண்டமங்கலம், விழுப்புரம். [431,934,753,960]
booth-list [791,1446,1113,1526]
booth-organizers-label: பூத அமைப்பாளர்கள் : [904,1223,1000,1234]
booth-address: ர. ஜேகன், பாண்டுரெங்கன் கோயில் தெரு, கொல்லகுப்பட்டு. [881,1068,1113,1092]
organizer-paragraph: அமைப்பாளர் : அ. ஜெயக்குமார், சின்னா புதுபட்டு கடத்து தெரு, பாளையூர்பட்டு. [1151,1228,1474,1253]
booth-address: ப.தமரலைரவ்செல்வன், 18, மாரியம்மன் கோயில் தெரு, புதுசோலைக்குப்பம், கண்டமங்கலம், விழுப்புரம். [881,228,1113,254]
